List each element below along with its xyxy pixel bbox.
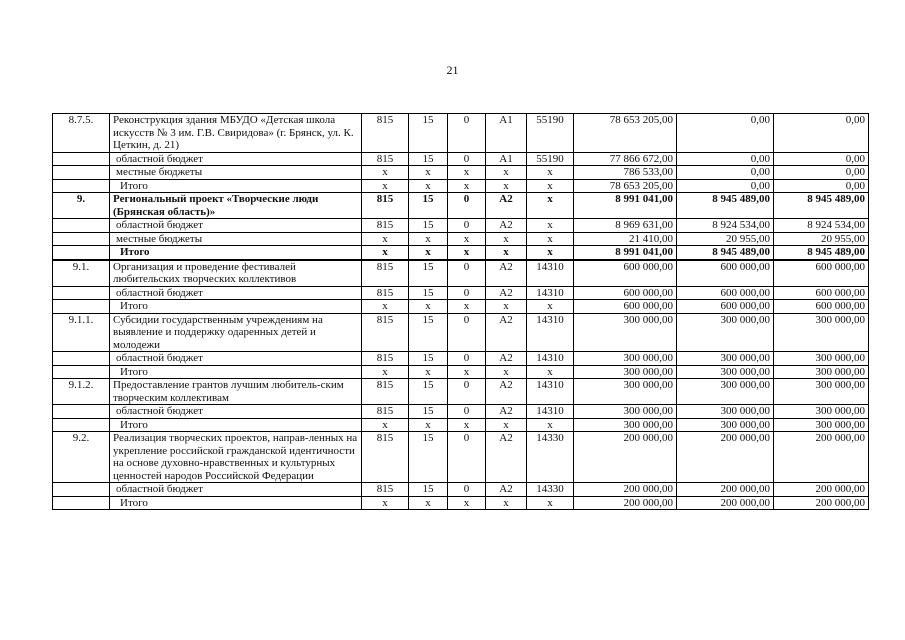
cell-cs-code: 14310: [527, 352, 574, 366]
cell-year2: 300 000,00: [677, 418, 774, 432]
cell-year1: 8 991 041,00: [574, 193, 677, 219]
table-row: [53, 483, 869, 497]
cell-year2: 300 000,00: [677, 352, 774, 366]
cell-year2: 200 000,00: [677, 432, 774, 483]
cell-rz: 15: [409, 405, 448, 419]
cell-year3: 8 945 489,00: [774, 193, 869, 219]
cell-grbs: 815: [362, 286, 409, 300]
cell-year3: 8 924 534,00: [774, 219, 869, 233]
cell-year1: 8 991 041,00: [574, 246, 677, 260]
cell-grbs: х: [362, 418, 409, 432]
cell-grbs: 815: [362, 405, 409, 419]
cell-pr: 0: [448, 313, 486, 352]
cell-rz: 15: [409, 313, 448, 352]
cell-year3: 0,00: [774, 179, 869, 193]
cell-cs: х: [486, 232, 527, 246]
cell-year3: 0,00: [774, 152, 869, 166]
cell-year1: 300 000,00: [574, 418, 677, 432]
cell-cs: A2: [486, 483, 527, 497]
table-row: [53, 496, 869, 510]
cell-year1: 200 000,00: [574, 432, 677, 483]
budget-table: [52, 113, 869, 510]
cell-number: [53, 286, 110, 300]
cell-grbs: х: [362, 166, 409, 180]
cell-number: [53, 232, 110, 246]
cell-name: областной бюджет: [110, 286, 362, 300]
cell-year1: 77 866 672,00: [574, 152, 677, 166]
cell-name: областной бюджет: [110, 352, 362, 366]
cell-pr: 0: [448, 152, 486, 166]
table-row: [53, 232, 869, 246]
cell-grbs: 815: [362, 219, 409, 233]
cell-cs-code: 14330: [527, 432, 574, 483]
cell-name: местные бюджеты: [110, 232, 362, 246]
cell-cs: х: [486, 166, 527, 180]
cell-grbs: х: [362, 496, 409, 510]
cell-name: Итого: [110, 300, 362, 314]
cell-year1: 300 000,00: [574, 352, 677, 366]
cell-number: [53, 352, 110, 366]
cell-year2: 8 924 534,00: [677, 219, 774, 233]
cell-year3: 300 000,00: [774, 418, 869, 432]
cell-cs: A1: [486, 152, 527, 166]
cell-number: [53, 483, 110, 497]
cell-pr: 0: [448, 483, 486, 497]
cell-year1: 8 969 631,00: [574, 219, 677, 233]
cell-name: областной бюджет: [110, 152, 362, 166]
cell-year2: 300 000,00: [677, 405, 774, 419]
cell-year3: 300 000,00: [774, 405, 869, 419]
cell-grbs: х: [362, 300, 409, 314]
cell-number: [53, 365, 110, 379]
cell-year1: 300 000,00: [574, 365, 677, 379]
cell-name: Региональный проект «Творческие люди (Брянская область)»: [110, 193, 362, 219]
cell-name: Реализация творческих проектов, направ-ленных на укрепление российской гражданской идентичности на основе духовно-нравственных и культурных ценностей народов Российской Федерации: [110, 432, 362, 483]
cell-grbs: 815: [362, 379, 409, 405]
cell-pr: х: [448, 246, 486, 260]
cell-rz: 15: [409, 152, 448, 166]
cell-cs: A2: [486, 260, 527, 287]
cell-year2: 300 000,00: [677, 313, 774, 352]
cell-pr: 0: [448, 352, 486, 366]
cell-name: Организация и проведение фестивалей любительских творческих коллективов: [110, 260, 362, 287]
cell-cs: х: [486, 179, 527, 193]
cell-number: 9.1.1.: [53, 313, 110, 352]
cell-year1: 200 000,00: [574, 496, 677, 510]
cell-pr: 0: [448, 114, 486, 153]
cell-year3: 200 000,00: [774, 496, 869, 510]
table-row: [53, 260, 869, 287]
cell-grbs: х: [362, 246, 409, 260]
table-row: [53, 179, 869, 193]
cell-year1: 600 000,00: [574, 286, 677, 300]
cell-grbs: 815: [362, 313, 409, 352]
cell-pr: 0: [448, 432, 486, 483]
cell-year1: 300 000,00: [574, 379, 677, 405]
cell-number: 9.1.2.: [53, 379, 110, 405]
cell-year2: 200 000,00: [677, 496, 774, 510]
cell-name: местные бюджеты: [110, 166, 362, 180]
cell-year3: 200 000,00: [774, 432, 869, 483]
cell-pr: 0: [448, 219, 486, 233]
cell-rz: 15: [409, 352, 448, 366]
cell-year1: 200 000,00: [574, 483, 677, 497]
cell-year3: 600 000,00: [774, 300, 869, 314]
cell-cs: х: [486, 418, 527, 432]
cell-name: областной бюджет: [110, 219, 362, 233]
cell-cs-code: х: [527, 179, 574, 193]
cell-cs-code: 14310: [527, 313, 574, 352]
cell-cs: A2: [486, 379, 527, 405]
table-row: [53, 300, 869, 314]
cell-number: [53, 152, 110, 166]
cell-rz: х: [409, 232, 448, 246]
cell-pr: х: [448, 418, 486, 432]
table-row: [53, 313, 869, 352]
cell-rz: 15: [409, 483, 448, 497]
cell-grbs: 815: [362, 152, 409, 166]
cell-cs: A2: [486, 313, 527, 352]
cell-cs: A2: [486, 405, 527, 419]
cell-number: 9.: [53, 193, 110, 219]
cell-grbs: х: [362, 179, 409, 193]
cell-pr: 0: [448, 193, 486, 219]
cell-grbs: 815: [362, 193, 409, 219]
cell-year3: 600 000,00: [774, 286, 869, 300]
cell-cs: х: [486, 496, 527, 510]
cell-grbs: 815: [362, 432, 409, 483]
cell-number: [53, 418, 110, 432]
cell-number: [53, 219, 110, 233]
cell-year3: 8 945 489,00: [774, 246, 869, 260]
cell-year1: 21 410,00: [574, 232, 677, 246]
cell-cs-code: х: [527, 193, 574, 219]
table-row: [53, 152, 869, 166]
cell-name: Субсидии государственным учреждениям на выявление и поддержку одаренных детей и молодежи: [110, 313, 362, 352]
cell-year1: 600 000,00: [574, 260, 677, 287]
cell-name: Предоставление грантов лучшим любитель-ским творческим коллективам: [110, 379, 362, 405]
cell-grbs: 815: [362, 483, 409, 497]
cell-year3: 0,00: [774, 114, 869, 153]
cell-cs-code: х: [527, 246, 574, 260]
cell-rz: 15: [409, 219, 448, 233]
cell-rz: х: [409, 179, 448, 193]
cell-rz: х: [409, 418, 448, 432]
cell-year2: 300 000,00: [677, 365, 774, 379]
cell-cs-code: х: [527, 219, 574, 233]
cell-number: [53, 246, 110, 260]
cell-year3: 300 000,00: [774, 365, 869, 379]
cell-pr: 0: [448, 405, 486, 419]
cell-pr: 0: [448, 379, 486, 405]
table-row: [53, 114, 869, 153]
cell-pr: 0: [448, 286, 486, 300]
cell-rz: х: [409, 300, 448, 314]
cell-grbs: х: [362, 232, 409, 246]
cell-year2: 300 000,00: [677, 379, 774, 405]
cell-name: Итого: [110, 365, 362, 379]
cell-pr: х: [448, 496, 486, 510]
cell-cs: х: [486, 246, 527, 260]
cell-cs-code: х: [527, 232, 574, 246]
cell-year2: 600 000,00: [677, 260, 774, 287]
cell-cs-code: 55190: [527, 114, 574, 153]
cell-cs-code: 14310: [527, 405, 574, 419]
cell-grbs: х: [362, 365, 409, 379]
table-row: [53, 365, 869, 379]
cell-cs-code: х: [527, 365, 574, 379]
cell-rz: х: [409, 166, 448, 180]
cell-year1: 78 653 205,00: [574, 114, 677, 153]
cell-cs-code: 14330: [527, 483, 574, 497]
cell-rz: 15: [409, 260, 448, 287]
cell-year2: 8 945 489,00: [677, 246, 774, 260]
cell-cs-code: 14310: [527, 286, 574, 300]
cell-year2: 20 955,00: [677, 232, 774, 246]
table-row: [53, 418, 869, 432]
cell-year2: 600 000,00: [677, 300, 774, 314]
cell-year1: 78 653 205,00: [574, 179, 677, 193]
cell-cs: A2: [486, 352, 527, 366]
table-row: [53, 286, 869, 300]
table-row: [53, 219, 869, 233]
cell-pr: х: [448, 179, 486, 193]
cell-cs: A2: [486, 286, 527, 300]
table-row: [53, 166, 869, 180]
cell-year3: 300 000,00: [774, 379, 869, 405]
cell-rz: 15: [409, 379, 448, 405]
cell-rz: 15: [409, 193, 448, 219]
cell-cs-code: х: [527, 496, 574, 510]
cell-pr: х: [448, 365, 486, 379]
cell-cs: A2: [486, 432, 527, 483]
table-row: [53, 379, 869, 405]
cell-cs: A1: [486, 114, 527, 153]
cell-grbs: 815: [362, 114, 409, 153]
cell-cs-code: х: [527, 418, 574, 432]
cell-year2: 0,00: [677, 114, 774, 153]
page-number: 21: [446, 63, 459, 77]
cell-cs: х: [486, 365, 527, 379]
cell-year3: 300 000,00: [774, 352, 869, 366]
cell-rz: х: [409, 365, 448, 379]
cell-cs-code: х: [527, 300, 574, 314]
cell-rz: 15: [409, 432, 448, 483]
cell-number: 9.2.: [53, 432, 110, 483]
cell-year2: 8 945 489,00: [677, 193, 774, 219]
cell-year3: 0,00: [774, 166, 869, 180]
cell-name: Итого: [110, 496, 362, 510]
cell-number: [53, 166, 110, 180]
cell-pr: х: [448, 232, 486, 246]
table-body: [53, 114, 869, 510]
cell-rz: 15: [409, 286, 448, 300]
cell-grbs: 815: [362, 352, 409, 366]
cell-pr: х: [448, 300, 486, 314]
cell-year3: 200 000,00: [774, 483, 869, 497]
cell-name: областной бюджет: [110, 483, 362, 497]
cell-pr: 0: [448, 260, 486, 287]
cell-year3: 600 000,00: [774, 260, 869, 287]
cell-year1: 786 533,00: [574, 166, 677, 180]
cell-number: [53, 300, 110, 314]
cell-number: 9.1.: [53, 260, 110, 287]
cell-number: [53, 405, 110, 419]
cell-number: [53, 179, 110, 193]
cell-cs: х: [486, 300, 527, 314]
cell-cs-code: 14310: [527, 260, 574, 287]
cell-year2: 200 000,00: [677, 483, 774, 497]
cell-cs-code: 14310: [527, 379, 574, 405]
cell-year3: 300 000,00: [774, 313, 869, 352]
cell-year1: 300 000,00: [574, 313, 677, 352]
cell-year2: 0,00: [677, 179, 774, 193]
cell-year1: 600 000,00: [574, 300, 677, 314]
cell-grbs: 815: [362, 260, 409, 287]
cell-name: Итого: [110, 179, 362, 193]
cell-cs-code: х: [527, 166, 574, 180]
cell-year2: 600 000,00: [677, 286, 774, 300]
cell-cs: A2: [486, 193, 527, 219]
table-row: [53, 405, 869, 419]
table-row: [53, 432, 869, 483]
cell-number: [53, 496, 110, 510]
cell-name: Итого: [110, 418, 362, 432]
cell-year3: 20 955,00: [774, 232, 869, 246]
cell-year1: 300 000,00: [574, 405, 677, 419]
cell-rz: х: [409, 246, 448, 260]
table-row: [53, 246, 869, 260]
cell-name: Реконструкция здания МБУДО «Детская школа искусств № 3 им. Г.В. Свиридова» (г. Брянск, ул. К. Цеткин, д. 21): [110, 114, 362, 153]
cell-year2: 0,00: [677, 152, 774, 166]
cell-name: областной бюджет: [110, 405, 362, 419]
cell-name: Итого: [110, 246, 362, 260]
cell-number: 8.7.5.: [53, 114, 110, 153]
table-row: [53, 193, 869, 219]
cell-cs: A2: [486, 219, 527, 233]
cell-pr: х: [448, 166, 486, 180]
table-row: [53, 352, 869, 366]
cell-year2: 0,00: [677, 166, 774, 180]
cell-cs-code: 55190: [527, 152, 574, 166]
cell-rz: 15: [409, 114, 448, 153]
cell-rz: х: [409, 496, 448, 510]
